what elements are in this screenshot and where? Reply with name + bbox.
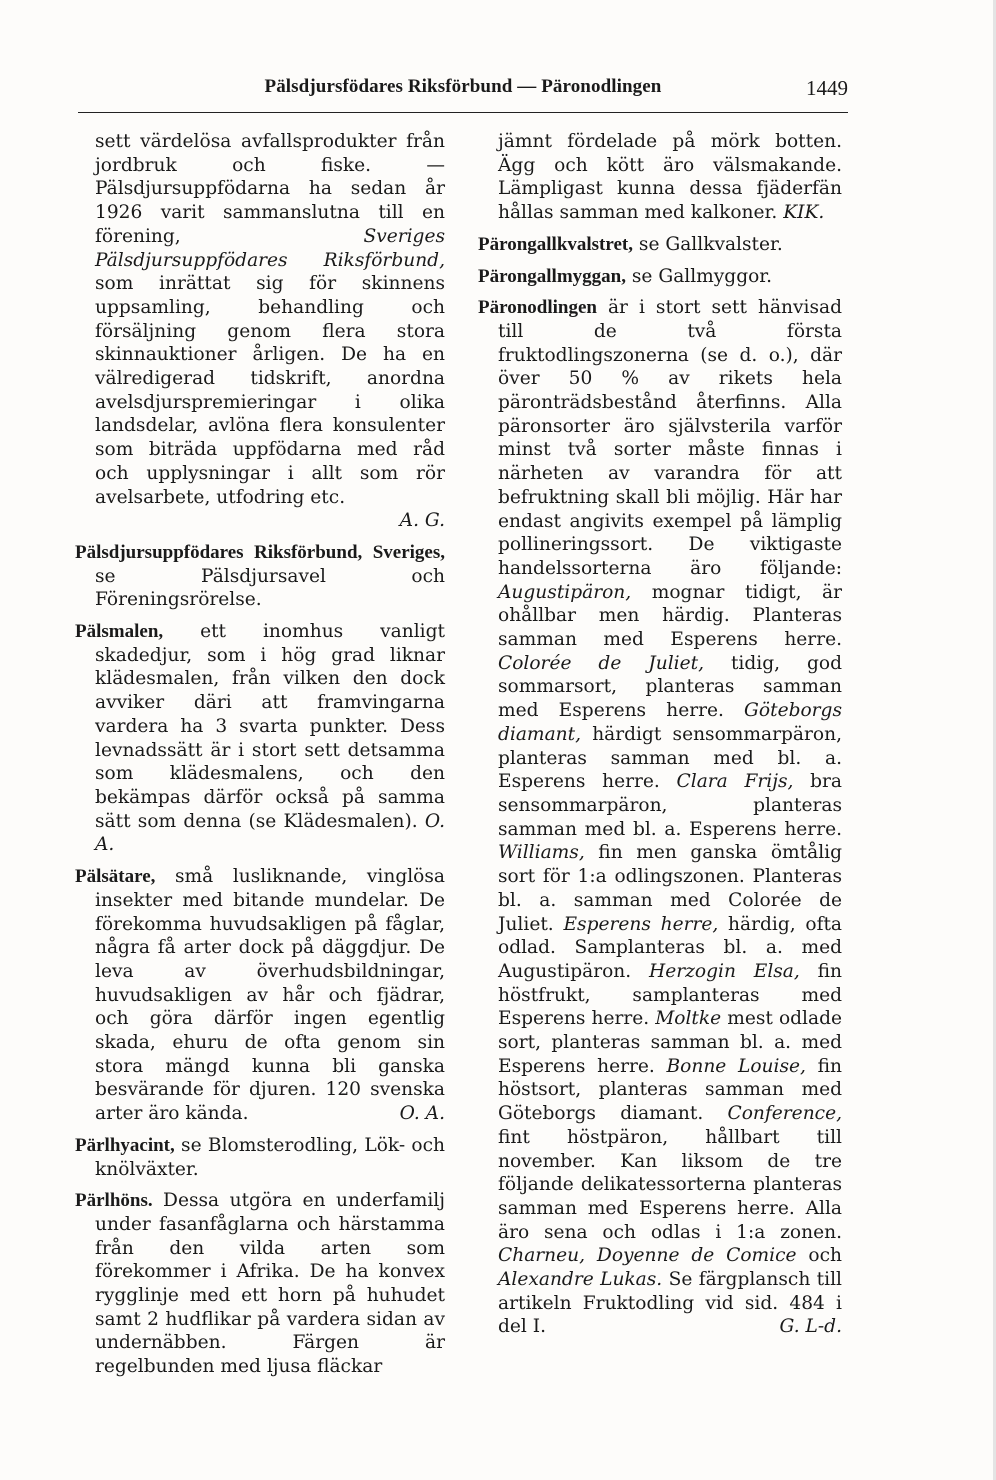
entry-palsdjursuppfodares xyxy=(75,541,445,612)
entry-text: se Blomsterodling, Lök- och knölväxter. xyxy=(95,1134,445,1180)
headword: Pälsdjursuppfödares Riksförbund, Sveriges, xyxy=(75,541,445,563)
variety-name: Esperens herre, xyxy=(563,913,719,935)
variety-name: Bonne Louise, xyxy=(666,1055,806,1077)
headword: Pärongallkvalstret, xyxy=(478,233,633,255)
author-signature: O. A. xyxy=(399,1103,445,1125)
variety-name: Charneu, Doyenne de Comice xyxy=(498,1245,797,1267)
right-column xyxy=(478,130,842,1347)
entry-text: se Gallkvalster. xyxy=(633,233,783,255)
variety-name: Colorée de Juliet, xyxy=(498,652,704,674)
variety-name: Clara Frijs, xyxy=(676,771,794,793)
entry-text: fint höstpäron, hållbart till november. Kan liksom de tre följande delikatessorterna planteras samman med Esperens herre. Alla äro sena och odlas i 1:a zonen. xyxy=(498,1126,842,1243)
entry-text: bra sensommarpäron, planteras samman med bl. a. Esperens herre. xyxy=(498,771,842,840)
entry-text: fin men ganska ömtålig sort för 1:a odlingszonen. Planteras bl. a. samman med Colorée de Juliet. xyxy=(498,842,842,935)
entry-text: är i stort sett hänvisad till de två första fruktodlingszonerna (se d. o.), där över 50 % av rikets hela päronträdsbestånd återfinns. Alla päronsorter äro självsterila varför minst två sorter måste finnas i närheten av varandra för att befruktning skall bli möjlig. Här har endast angivits exempel på lämplig pollineringssort. De viktigaste handelssorterna äro följande: xyxy=(498,297,842,579)
entry-text: Se färgplansch till artikeln Fruktodling vid sid. 484 i del I. xyxy=(498,1269,842,1338)
headword: Pärongallmyggan, xyxy=(478,265,626,287)
entry-text: se Gallmyggor. xyxy=(625,265,773,287)
entry-palsatare xyxy=(75,865,445,1126)
left-column xyxy=(75,130,445,1387)
entry-parongallmyggan xyxy=(478,265,842,289)
author-signature: O. A. xyxy=(95,810,445,856)
author-signature: KIK. xyxy=(783,202,825,224)
entry-text: jämnt fördelade på mörk botten. Ägg och kött äro välsmakande. Lämpligast kunna dessa fjäderfän hållas samman med kalkoner. xyxy=(498,131,842,224)
headword: Pälsätare, xyxy=(75,866,156,888)
entry-text: som inrättat sig för skinnens uppsamling, behandling och försäljning genom flera stora skinnauktioner årligen. De ha en välredigerad tidskrift, anordna avelsdjurspremieringar i olika landsdelar, avlöna flera konsulenter som biträda uppfödarna med råd och upplysningar i allt som rör avelsarbete, utfodring etc. xyxy=(95,273,445,508)
entry-text: tidig, god sommarsort, planteras samman med Esperens herre. xyxy=(498,652,842,722)
headword: Päronodlingen xyxy=(478,297,597,319)
author-signature: G. L-d. xyxy=(779,1316,842,1338)
page-number: 1449 xyxy=(806,76,848,100)
entry-paronodlingen xyxy=(478,296,842,1339)
entry-text: fin höstsort, planteras samman med Göteborgs diamant. xyxy=(498,1055,842,1125)
entry-text: Dessa utgöra en underfamilj under fasanfåglarna och härstamma från den vilda arten som förekommer i Afrika. De ha konvex rygglinje med ett horn på huhudet samt 2 hudflikar på vardera sidan av undernäbben. Färgen är regelbunden med ljusa fläckar xyxy=(95,1190,445,1378)
entry-text: och xyxy=(796,1245,842,1267)
entry-text: fin höstfrukt, samplanteras med Esperens herre. xyxy=(498,960,843,1030)
entry-text: små lusliknande, vinglösa insekter med bitande mundelar. De förekomma huvudsakligen på fåglar, några få arter dock på däggdjur. De leva av överhudsbildningar, huvudsakligen av hår och fjädrar, och göra därför ingen egentlig skada, ehuru de ofta genom sin stora mängd kunna bli ganska besvärande för djuren. 120 svenska arter äro kända. xyxy=(95,866,445,1125)
entry-text: mest odlade sort, planteras samman bl. a. med Esperens herre. xyxy=(498,1008,842,1077)
entry-text: sett värdelösa avfallsprodukter från jordbruk och fiske. — Pälsdjursuppfödarna ha sedan år 1926 varit sammanslutna till en förening, xyxy=(95,131,445,247)
variety-name: Alexandre Lukas. xyxy=(498,1269,663,1291)
variety-name: Göteborgs diamant, xyxy=(498,700,842,745)
entry-parlhons xyxy=(75,1189,445,1379)
entry-palsmalen xyxy=(75,620,445,857)
continued-entry-text xyxy=(478,130,842,225)
variety-name: Conference, xyxy=(727,1103,842,1125)
entry-parongallkvalstret xyxy=(478,233,842,257)
entry-text: härdig, ofta odlad. Samplanteras bl. a. med Augustipäron. xyxy=(498,913,843,982)
entry-text: härdigt sensommarpäron, planteras samman med bl. a. Esperens herre. xyxy=(498,723,842,793)
variety-name: Williams, xyxy=(498,842,585,864)
header-rule xyxy=(78,112,848,113)
headword: Pärlhöns. xyxy=(75,1190,153,1212)
page-header xyxy=(78,76,848,106)
headword: Pärlhyacint, xyxy=(75,1134,175,1156)
entry-parlhyacint xyxy=(75,1134,445,1181)
variety-name: Herzogin Elsa, xyxy=(649,960,800,982)
entry-text: se Pälsdjursavel och Föreningsrörelse. xyxy=(95,565,445,611)
continued-entry-text xyxy=(75,130,445,533)
entry-text: mognar tidigt, är ohållbar men härdig. Planteras samman med Esperens herre. xyxy=(498,581,842,651)
variety-name: Moltke xyxy=(655,1008,722,1030)
entry-text: ett inomhus vanligt skadedjur, som i hög grad liknar klädesmalen, från vilken den dock avviker däri att framvingarna vardera ha 3 svarta punkter. Dess levnadssätt är i stort sett detsamma som klädesmalens, och den bekämpas därför också på samma sätt som denna (se Klädesmalen). xyxy=(95,621,445,832)
running-title: Pälsdjursfödares Riksförbund — Päronodlingen xyxy=(264,76,662,97)
variety-name: Augustipäron, xyxy=(498,581,632,603)
headword: Pälsmalen, xyxy=(75,621,164,643)
author-signature: A. G. xyxy=(399,510,445,532)
italic-name: Sveriges Pälsdjursuppfödares Riksförbund, xyxy=(95,225,445,271)
